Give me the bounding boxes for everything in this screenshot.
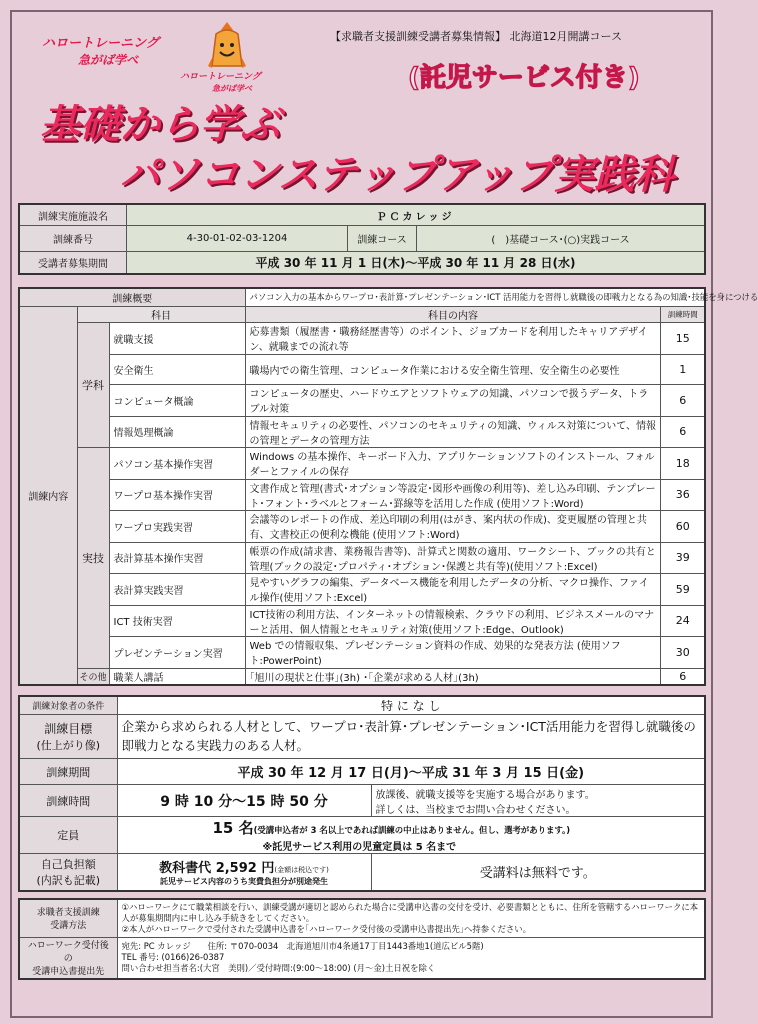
cost-label-1: 自己負担額 <box>40 857 96 871</box>
time-value: 9 時 10 分～15 時 50 分 <box>117 785 371 817</box>
hours-cell: 6 <box>661 668 705 685</box>
content-cell: 帳票の作成(請求書、業務報告書等)、計算式と関数の適用、ワークシート、ブックの共有と管理(ブックの設定･プロパティ･オプション･保護と共有等)(使用ソフト:Excel) <box>245 542 661 574</box>
childcare-label: (託児サービス付き) <box>408 63 640 93</box>
hours-cell: 24 <box>661 605 705 637</box>
hours-cell: 30 <box>661 637 705 669</box>
col-content: 科目の内容 <box>245 306 661 322</box>
content-cell: 情報セキュリティの必要性、パソコンのセキュリティの知識、ウィルス対策について、情報の管理とデータの管理方法 <box>245 416 661 448</box>
logo-text1: ハロートレーニング <box>180 72 261 82</box>
submit-contact: 問い合わせ担当者名:(大宮 美則)／受付時間:(9:00～18:00) (月～金)土日祝を除く <box>121 963 436 974</box>
capacity-cell <box>117 817 705 854</box>
course-label: 訓練コース <box>348 226 417 251</box>
goal-label-2: (仕上がり像) <box>36 739 101 752</box>
hours-cell: 39 <box>661 542 705 574</box>
period-value: 平成 30 年 12 月 17 日(月)～平成 31 年 3 月 15 日(金) <box>117 759 705 785</box>
content-cell: 会議等のレポートの作成、差込印刷の利用(はがき、案内状の作成)、変更履歴の管理と共有、文書校正の便利な機能 (使用ソフト:Word) <box>245 511 661 543</box>
training-number: 4-30-01-02-03-1204 <box>127 226 348 251</box>
method-2: ②本人がハローワークで受付された受講申込書を｢ハローワーク受付後の受講申込書提出先｣へ持参ください。 <box>121 923 532 934</box>
mascot-logo-icon <box>202 20 252 72</box>
submit-address: 宛先: PC カレッジ 住所: 〒070-0034 北海道旭川市4条通17丁目1443番地1(道広ビル5階) <box>121 940 484 951</box>
content-cell: 文書作成と管理(書式･オプション等設定･図形や画像の利用等)、差し込み印刷、テンプレート･フォント･ラベルとフォーム･罫線等を活用した作成 (使用ソフト:Word) <box>245 479 661 511</box>
method-label-1: 求職者支援訓練 <box>36 908 100 919</box>
subject-cell: ICT 技術実習 <box>109 605 245 637</box>
tuition-value: 受講料は無料です。 <box>371 854 705 891</box>
subject-cell: 表計算基本操作実習 <box>109 542 245 574</box>
capacity-number: 15 名 <box>212 819 254 837</box>
submit-label-1: ハローワーク受付後の <box>27 941 109 965</box>
col-hours: 訓練時間 <box>661 306 705 322</box>
time-note-2: 詳しくは、当校までお問い合わせください。 <box>375 804 576 816</box>
subject-cell: パソコン基本操作実習 <box>109 448 245 480</box>
content-cell: Windows の基本操作、キーボード入力、アプリケーションソフトのインストール、フォルダーとファイルの保存 <box>245 448 661 480</box>
facility-label: 訓練実施施設名 <box>19 204 127 226</box>
logo-text2: 急がば学べ <box>212 84 252 93</box>
cost-note: 託児サービス内容のうち実費負担分が別途発生 <box>160 876 328 886</box>
subject-cell: 就職支援 <box>109 323 245 355</box>
subject-cell: ワープロ基本操作実習 <box>109 479 245 511</box>
method-label-2: 受講方法 <box>50 921 87 932</box>
course-value: ( )基礎コース･(○)実践コース <box>417 226 706 251</box>
overview-label: 訓練概要 <box>19 288 245 306</box>
title-line2: パソコンステップアップ実践科 <box>120 152 675 198</box>
title-line1: 基礎から学ぶ <box>40 102 280 148</box>
apply-table <box>18 898 706 980</box>
content-cell: コンピュータの歴史、ハードウエアとソフトウェアの知識、パソコンで扱うデータ、トラブル対策 <box>245 385 661 417</box>
group-jitsugi: 実技 <box>77 448 109 669</box>
overview-text: パソコン入力の基本からワープロ･表計算･プレゼンテーション･ICT 活用能力を習得し就職後の即戦力となる為の知識･技能を身につける <box>245 288 705 306</box>
submit-label-2: 受講申込書提出先 <box>32 967 105 978</box>
subject-cell: コンピュータ概論 <box>109 385 245 417</box>
time-label: 訓練時間 <box>19 785 117 817</box>
curriculum-table <box>18 287 758 686</box>
subject-cell: プレゼンテーション実習 <box>109 637 245 669</box>
subject-cell: 情報処理概論 <box>109 416 245 448</box>
goal-label <box>19 715 117 759</box>
hours-cell: 1 <box>661 354 705 384</box>
cost-cell <box>117 854 371 891</box>
content-cell: 職場内での衛生管理、コンピュータ作業における安全衛生管理、安全衛生の必要性 <box>245 354 661 384</box>
target-value: 特 に な し <box>117 696 705 715</box>
hours-cell: 18 <box>661 448 705 480</box>
period-label: 訓練期間 <box>19 759 117 785</box>
cost-main: 教科書代 2,592 円 <box>159 860 275 876</box>
capacity-note: (受講申込者が 3 名以上であれば訓練の中止はありません。但し、選考があります。) <box>253 825 571 835</box>
cost-label-2: (内訳も記載) <box>36 873 101 887</box>
hours-cell: 59 <box>661 574 705 606</box>
subject-cell: 表計算実践実習 <box>109 574 245 606</box>
cost-label <box>19 854 117 891</box>
hours-cell: 60 <box>661 511 705 543</box>
group-gakka: 学科 <box>77 323 109 448</box>
course-info-table <box>18 203 706 275</box>
facility-name: ＰＣカレッジ <box>127 204 706 226</box>
submit-cell <box>117 937 705 979</box>
header-info: 【求職者支援訓練受講者募集情報】 北海道12月開講コース <box>330 30 622 43</box>
capacity-label: 定員 <box>19 817 117 854</box>
submit-label <box>19 937 117 979</box>
content-cell: Web での情報収集、プレゼンテーション資料の作成、効果的な発表方法 (使用ソフト:PowerPoint) <box>245 637 661 669</box>
number-label: 訓練番号 <box>19 226 127 251</box>
recruit-period: 平成 30 年 11 月 1 日(木)～平成 30 年 11 月 28 日(水) <box>127 251 706 274</box>
content-label: 訓練内容 <box>19 306 77 685</box>
content-cell: 見やすいグラフの編集、データベース機能を利用したデータの分析、マクロ操作、ファイル操作(使用ソフト:Excel) <box>245 574 661 606</box>
cost-tax: (金額は税込です) <box>274 865 329 874</box>
hours-cell: 6 <box>661 416 705 448</box>
hours-cell: 36 <box>661 479 705 511</box>
method-cell <box>117 899 705 937</box>
submit-tel: TEL 番号: (0166)26-0387 <box>121 952 225 963</box>
content-cell: ｢旭川の現状と仕事｣(3h) ･｢企業が求める人材｣(3h) <box>245 668 661 685</box>
details-table <box>18 695 706 892</box>
time-note-1: 放課後、就職支援等を実施する場合があります。 <box>375 789 595 801</box>
subject-cell: 安全衛生 <box>109 354 245 384</box>
content-cell: ICT技術の利用方法、インターネットの情報検索、クラウドの利用、ビジネスメールのマナーと活用、個人情報とセキュリティ対策(使用ソフト:Edge、Outlook) <box>245 605 661 637</box>
brand-line2: 急がば学べ <box>78 53 139 67</box>
recruit-label: 受講者募集期間 <box>19 251 127 274</box>
target-label: 訓練対象者の条件 <box>19 696 117 715</box>
method-1: ①ハローワークにて職業相談を行い、訓練受講が適切と認められた場合に受講申込書の交付を受け、必要書類とともに、住所を管轄するハローワークに本人が募集期間内に申し込み手続きをしてください。 <box>121 901 699 923</box>
col-subject: 科目 <box>77 306 245 322</box>
method-label <box>19 899 117 937</box>
content-cell: 応募書類（履歴書・職務経歴書等）のポイント、ジョブカードを利用したキャリアデザイン、就職までの流れ等 <box>245 323 661 355</box>
capacity-childcare: ※託児サービス利用の児童定員は 5 名まで <box>262 842 457 853</box>
goal-label-1: 訓練目標 <box>44 722 93 736</box>
brand-line1: ハロートレーニング <box>42 36 159 51</box>
goal-text: 企業から求められる人材として、ワープロ･表計算･プレゼンテーション･ICT活用能力を習得し就職後の即戦力となる実践力のある人材。 <box>117 715 705 759</box>
hours-cell: 6 <box>661 385 705 417</box>
hours-cell: 15 <box>661 323 705 355</box>
subject-cell: 職業人講話 <box>109 668 245 685</box>
time-note <box>371 785 705 817</box>
group-other: その他 <box>77 668 109 685</box>
subject-cell: ワープロ実践実習 <box>109 511 245 543</box>
